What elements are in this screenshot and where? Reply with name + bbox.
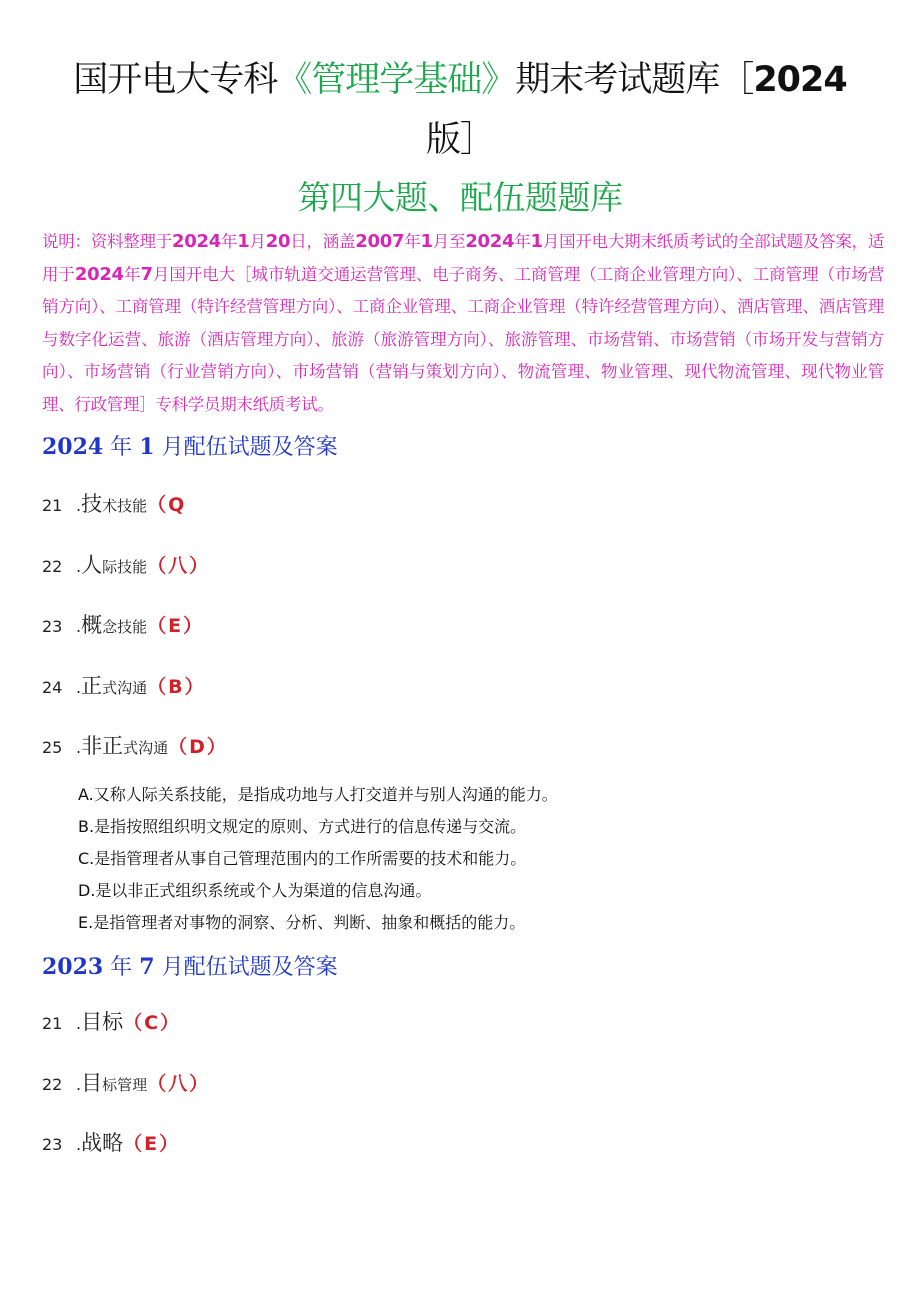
section-title: 第四大题、配伍题题库 <box>297 178 623 217</box>
answer-label: （Q <box>147 494 187 516</box>
document-title <box>40 50 880 170</box>
answer-label: （D） <box>168 736 228 758</box>
question-item: 21 .技术技能（Q <box>42 492 187 516</box>
option-b: B.是指按照组织明文规定的原则、方式进行的信息传递与交流。 <box>78 817 527 836</box>
answer-label: （B） <box>147 676 206 698</box>
option-e: E.是指管理者对事物的洞察、分析、判断、抽象和概括的能力。 <box>78 913 526 932</box>
answer-label: （E） <box>147 615 205 637</box>
year-heading-2023-7: 2023 年 7 月配伍试题及答案 <box>42 954 338 980</box>
title-book-name: 《管理学基础》 <box>277 60 516 100</box>
question-item: 24 .正式沟通（B） <box>42 674 206 698</box>
answer-label: （八） <box>147 555 211 577</box>
answer-label: （E） <box>123 1133 181 1155</box>
question-item: 21 .目标（C） <box>42 1010 182 1034</box>
year-heading-2024-1: 2024 年 1 月配伍试题及答案 <box>42 434 338 460</box>
answer-label: （C） <box>123 1012 182 1034</box>
title-year: 2024 <box>753 60 847 100</box>
question-item: 23 .概念技能（E） <box>42 613 205 637</box>
question-item: 22 .人际技能（八） <box>42 553 211 577</box>
question-item: 22 .目标管理（八） <box>42 1071 211 1095</box>
option-a: A.又称人际关系技能，是指成功地与人打交道并与别人沟通的能力。 <box>78 785 558 804</box>
question-item: 25 .非正式沟通（D） <box>42 734 228 758</box>
option-d: D.是以非正式组织系统或个人为渠道的信息沟通。 <box>78 881 432 900</box>
option-c: C.是指管理者从事自己管理范围内的工作所需要的技术和能力。 <box>78 849 527 868</box>
title-suffix: 期末考试题库［ <box>515 60 754 100</box>
answer-label: （八） <box>147 1073 211 1095</box>
description-note: 说明：资料整理于2024年1月20日，涵盖2007年1月至2024年1月国开电大期末纸质考试的全部试题及答案，适用于2024年7月国开电大［城市轨道交通运营管理、电子商务、工商管理（工商企业管理方向）、工商管理（市场营销方向）、工商管理（特许经营管理方向）、工商企业管理、工商企业管理（特许经营管理方向）、酒店管理、酒店管理与数字化运营、旅游（酒店管理方向）、旅游（旅游管理方向）、旅游管理、市场营销、市场营销（市场开发与营销方向）、市场营销（行业营销方向）、市场营销（营销与策划方向）、物流管理、物业管理、现代物流管理、现代物业管理、行政管理］专科学员期末纸质考试。 <box>42 231 885 414</box>
title-edition: 版］ <box>425 120 494 160</box>
title-prefix: 国开电大专科 <box>73 60 278 100</box>
question-item: 23 .战略（E） <box>42 1131 181 1155</box>
